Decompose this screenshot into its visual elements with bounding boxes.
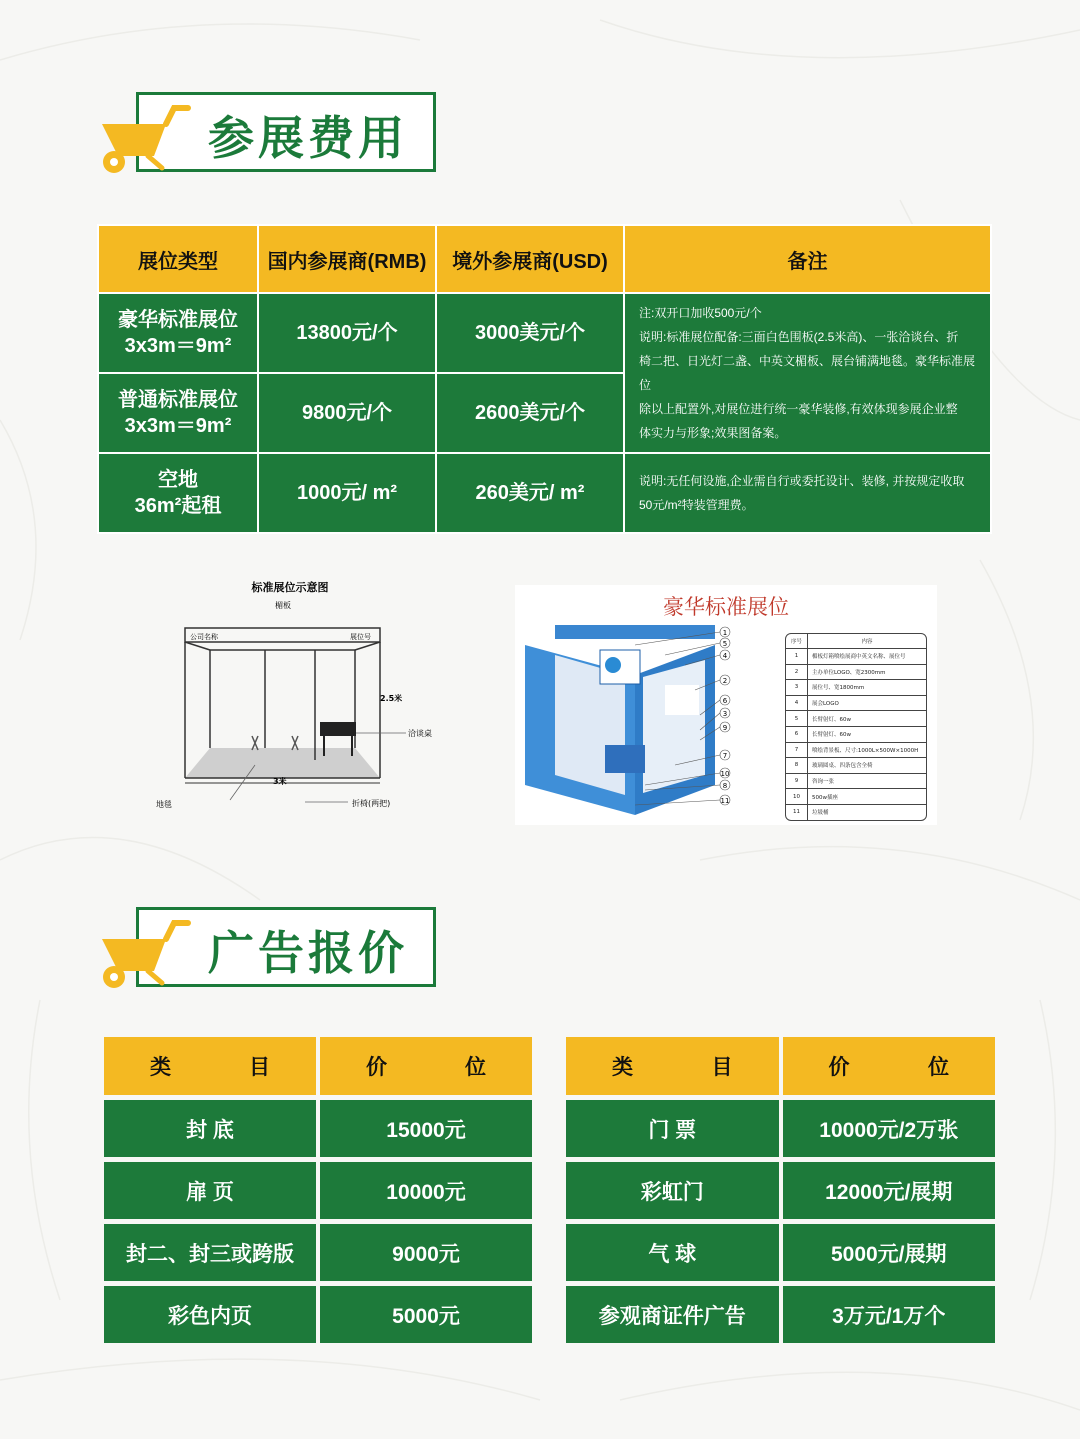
legend-row-text: 咨询一张	[812, 779, 835, 786]
wheelbarrow-icon	[96, 919, 206, 989]
standard-booth-diagram	[140, 570, 470, 820]
chair-shape	[252, 736, 258, 750]
booth-type-size: 36m²起租	[134, 495, 222, 517]
legend-row-text: 喷绘背景板、尺寸:1000L×500W×1000H	[812, 747, 919, 754]
legend-header-content: 内容	[861, 639, 873, 645]
callout: 7	[722, 752, 728, 760]
legend-row	[786, 789, 926, 805]
callout: 11	[720, 797, 730, 805]
legend-row-no: 1	[786, 649, 808, 664]
callout: 6	[722, 697, 728, 705]
legend-row	[786, 758, 926, 774]
note-line: 说明:无任何设施,企业需自行或委托设计、装修, 并按规定收取	[639, 474, 965, 488]
table-row	[98, 453, 991, 533]
luxury-booth-diagram	[515, 585, 937, 825]
label-height: 2.5米	[380, 694, 403, 703]
ad-item: 参观商证件广告	[566, 1286, 779, 1343]
legend-row	[786, 680, 926, 696]
price-rmb: 9800元/个	[258, 373, 436, 453]
legend-row-no: 7	[786, 743, 808, 758]
legend-row-text: 长臂射灯、60w	[812, 732, 851, 739]
carpet-floor	[185, 748, 380, 778]
legend-row-text: 长臂射灯、60w	[812, 716, 851, 723]
legend-row-no: 3	[786, 680, 808, 695]
header-notes: 备注	[624, 225, 991, 293]
ad-table-left	[104, 1037, 532, 1343]
legend-row-text: 500w插座	[812, 794, 838, 801]
label-fascia: 楣板	[275, 601, 291, 610]
ad-item: 彩色内页	[104, 1286, 316, 1343]
booth-type-cell	[98, 293, 258, 373]
booth-type-name: 空地	[158, 469, 198, 491]
ad-price: 10000元/2万张	[783, 1100, 996, 1157]
callout: 2	[722, 677, 728, 685]
ad-item: 气 球	[566, 1224, 779, 1281]
note-line: 说明:标准展位配备:三面白色围板(2.5米高)、一张洽谈台、折	[639, 330, 959, 344]
legend-row	[786, 743, 926, 759]
price-usd: 3000美元/个	[436, 293, 624, 373]
legend-row-no: 6	[786, 727, 808, 742]
legend-row	[786, 805, 926, 821]
callout: 10	[720, 770, 730, 778]
legend-row-no: 5	[786, 711, 808, 726]
price-usd: 2600美元/个	[436, 373, 624, 453]
header-overseas: 境外参展商(USD)	[436, 225, 624, 293]
ad-price: 15000元	[320, 1100, 532, 1157]
legend-row-no: 2	[786, 665, 808, 680]
label-chairs: 折椅(两把)	[352, 799, 391, 808]
table-row	[98, 293, 991, 373]
ad-price: 3万元/1万个	[783, 1286, 996, 1343]
legend-row	[786, 649, 926, 665]
section-title: 参展费用	[208, 111, 408, 165]
note-line: 椅二把、日光灯二盏、中英文楣板、展台铺满地毯。豪华标准展位	[639, 354, 976, 392]
luxury-title: 豪华标准展位	[663, 595, 789, 619]
price-usd: 260美元/ m²	[436, 453, 624, 533]
booth-type-size: 3x3m＝9m²	[124, 415, 232, 437]
price-rmb: 13800元/个	[258, 293, 436, 373]
header-price: 价 位	[320, 1037, 532, 1095]
note-line: 50元/m²特装管理费。	[639, 498, 754, 512]
luxury-legend-table	[785, 633, 927, 821]
header-domestic: 国内参展商(RMB)	[258, 225, 436, 293]
legend-rows	[786, 649, 926, 821]
legend-row	[786, 711, 926, 727]
booth-type-name: 普通标准展位	[118, 389, 238, 411]
label-width: 3米	[273, 777, 287, 786]
fees-table	[97, 224, 992, 534]
ad-table-right	[566, 1037, 995, 1343]
callout: 9	[722, 724, 728, 732]
note-line: 体实力与形象;效果图备案。	[639, 426, 787, 440]
legend-header-no: 序号	[786, 634, 808, 648]
legend-row-text: 主办单位LOGO、宽2300mm	[812, 669, 886, 676]
note-space	[624, 453, 991, 533]
label-table: 洽谈桌	[408, 729, 432, 738]
callout: 1	[722, 629, 728, 637]
note-standard	[624, 293, 991, 453]
ad-price: 9000元	[320, 1224, 532, 1281]
booth-type-name: 豪华标准展位	[118, 309, 238, 331]
booth-type-cell	[98, 453, 258, 533]
label-company: 公司名称	[190, 633, 218, 641]
ad-price: 12000元/展期	[783, 1162, 996, 1219]
legend-row-text: 楣板灯箱喷绘展商中英文名称、展位号	[812, 654, 906, 661]
section-header-fees	[96, 90, 441, 180]
note-line: 注:双开口加收500元/个	[639, 306, 762, 320]
chair-shape	[292, 736, 298, 750]
booth-type-cell	[98, 373, 258, 453]
header-item: 类 目	[566, 1037, 779, 1095]
ad-item: 门 票	[566, 1100, 779, 1157]
note-line: 除以上配置外,对展位进行统一豪华装修,有效体现参展企业整	[639, 402, 958, 416]
header-booth-type: 展位类型	[98, 225, 258, 293]
callout: 8	[722, 782, 728, 790]
legend-row-no: 8	[786, 758, 808, 773]
wheelbarrow-icon	[96, 104, 206, 174]
ad-item: 封二、封三或跨版	[104, 1224, 316, 1281]
legend-row	[786, 727, 926, 743]
booth-drawing	[140, 570, 470, 820]
ad-item: 彩虹门	[566, 1162, 779, 1219]
legend-header	[786, 634, 926, 649]
legend-row-no: 4	[786, 696, 808, 711]
ad-price: 5000元	[320, 1286, 532, 1343]
booth-type-size: 3x3m＝9m²	[124, 335, 232, 357]
callout: 5	[722, 640, 728, 648]
header-price: 价 位	[783, 1037, 996, 1095]
table-header-row	[98, 225, 991, 293]
ad-price: 10000元	[320, 1162, 532, 1219]
legend-row-no: 10	[786, 789, 808, 804]
header-item: 类 目	[104, 1037, 316, 1095]
diagram-title: 标准展位示意图	[251, 581, 329, 594]
label-carpet: 地毯	[156, 800, 172, 809]
section-header-ads	[96, 905, 441, 995]
section-title: 广告报价	[208, 926, 408, 980]
legend-row	[786, 665, 926, 681]
luxury-booth-render	[515, 615, 745, 820]
legend-row-no: 11	[786, 805, 808, 820]
price-rmb: 1000元/ m²	[258, 453, 436, 533]
legend-row-text: 玻璃圆桌、四条包含全椅	[812, 763, 873, 770]
callout: 4	[722, 652, 728, 660]
ad-item: 扉 页	[104, 1162, 316, 1219]
legend-row-text: 垃圾桶	[812, 810, 829, 817]
legend-row-no: 9	[786, 774, 808, 789]
table-shape	[320, 722, 356, 736]
label-booth-no: 展位号	[350, 633, 371, 641]
ad-price: 5000元/展期	[783, 1224, 996, 1281]
legend-row-text: 展会LOGO	[812, 701, 839, 708]
callout: 3	[722, 710, 728, 718]
legend-row-text: 展位号、宽1800mm	[812, 685, 865, 692]
ad-item: 封 底	[104, 1100, 316, 1157]
legend-row	[786, 774, 926, 790]
legend-row	[786, 696, 926, 712]
